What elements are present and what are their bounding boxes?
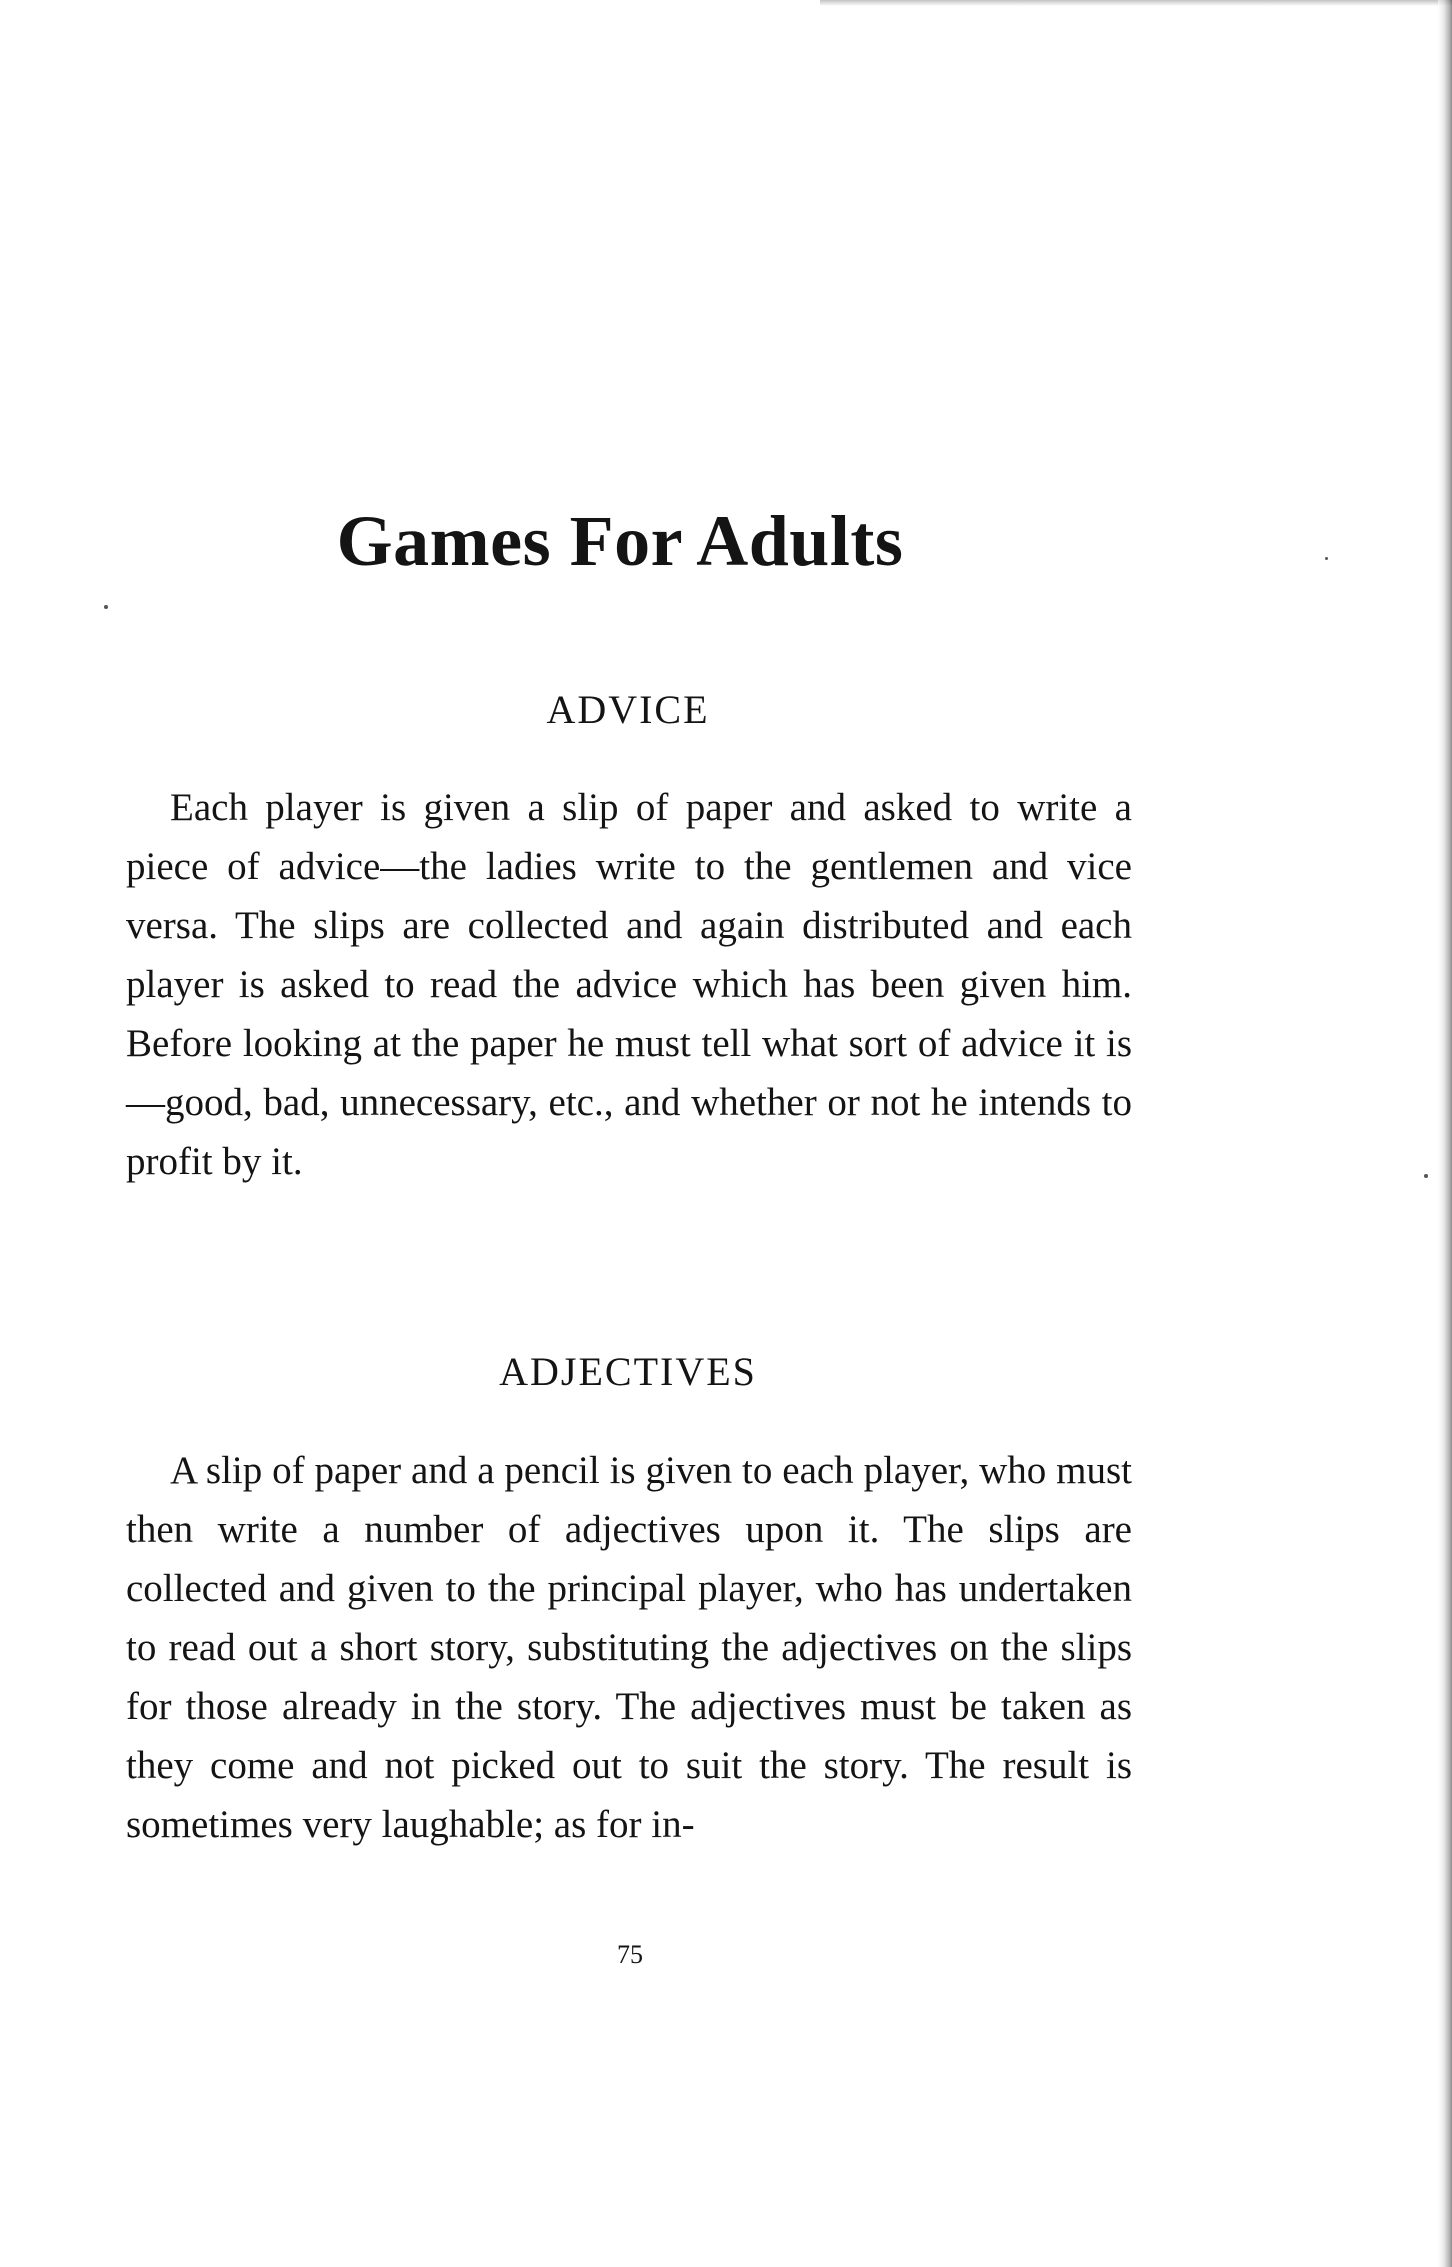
scan-speck bbox=[104, 605, 108, 609]
paragraph-adjectives: A slip of paper and a pencil is given to each player, who must then write a number of adjectives upon it. The slips are collected and given to the principal player, who has undertaken to read out a short story, substituting the adjectives on the slips for those already in the story. The adjectives must be taken as they come and not picked out to suit the story. The result is sometimes very laughable; as for in- bbox=[126, 1449, 1132, 1846]
page-number: 75 bbox=[617, 1940, 643, 1969]
section-heading-advice: ADVICE bbox=[546, 687, 710, 732]
section-heading-adjectives: ADJECTIVES bbox=[499, 1349, 757, 1394]
scan-speck bbox=[1325, 557, 1328, 560]
page-title: Games For Adults bbox=[336, 501, 904, 581]
paragraph-advice: Each player is given a slip of paper and asked to write a piece of advice—the ladies write to the gentlemen and vice versa. The slips are collected and again distributed and each player is asked to read the advice which has been given him. Before looking at the paper he must tell what sort of advice it is—good, bad, unnecessary, etc., and whether or not he intends to profit by it. bbox=[126, 786, 1132, 1183]
scan-speck bbox=[1424, 1174, 1428, 1178]
scan-top-edge-shadow bbox=[820, 0, 1452, 6]
scan-right-edge-shadow bbox=[1438, 0, 1452, 2267]
